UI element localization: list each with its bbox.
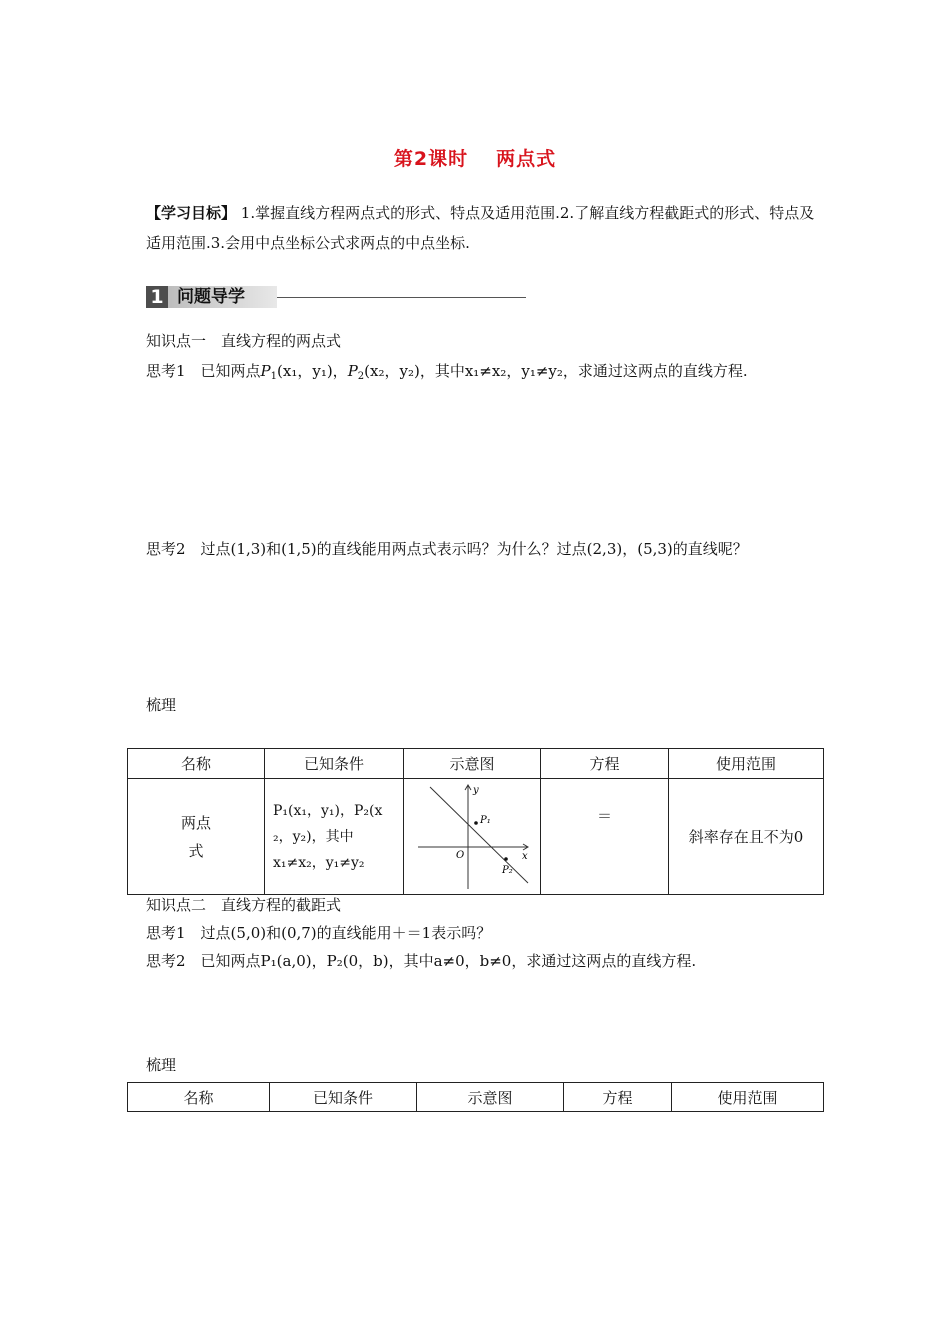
row-equation: ＝ — [541, 779, 669, 895]
kp2-heading: 知识点二 直线方程的截距式 — [146, 896, 342, 914]
table-header-row — [128, 749, 824, 779]
table-header-cell: 名称 — [128, 1083, 270, 1112]
kp1-think1: 思考1 已知两点$P_1(x_1$，y₁)，$P_2(x_2$，y₂)，其中x₁≠x₂，y₁≠y₂，求通过这两点的直线方程. — [146, 362, 748, 382]
table-row — [128, 779, 824, 895]
table-header-cell: 示意图 — [404, 749, 541, 779]
section-rule — [277, 297, 526, 298]
row-name: 两点式 — [128, 779, 265, 895]
table-header-cell: 方程 — [564, 1083, 672, 1112]
point-p2 — [504, 857, 508, 861]
table-header-cell: 方程 — [541, 749, 669, 779]
table-header-cell: 名称 — [128, 749, 265, 779]
line-through-points — [430, 784, 528, 883]
row-range: 斜率存在且不为0 — [669, 779, 824, 895]
two-point-diagram — [412, 783, 532, 891]
kp2-summary: 梳理 — [146, 1056, 177, 1074]
kp1-summary: 梳理 — [146, 696, 177, 714]
kp1-heading: 知识点一 直线方程的两点式 — [146, 332, 342, 350]
kp2-think1: 思考1 过点(5,0)和(0,7)的直线能用＋＝1表示吗？ — [146, 924, 492, 942]
intercept-table — [127, 1082, 824, 1112]
x-label: x — [522, 850, 528, 862]
table-header-cell: 已知条件 — [270, 1083, 417, 1112]
section-number: 1 — [146, 286, 168, 308]
learning-goals — [146, 198, 818, 258]
table-header-cell: 已知条件 — [265, 749, 404, 779]
table-header-row — [128, 1083, 824, 1112]
row-figure — [404, 779, 541, 895]
p1-label: P₁ — [480, 814, 491, 826]
row-condition: P₁(x₁，y₁)，P₂(x ₂，y₂)，其中 x₁≠x₂，y₁≠y₂ — [265, 779, 404, 895]
p2-label: P₂ — [502, 864, 513, 876]
point-p1 — [474, 821, 478, 825]
section-label: 问题导学 — [168, 286, 277, 308]
kp1-think2: 思考2 过点(1,3)和(1,5)的直线能用两点式表示吗？为什么？过点(2,3)，(5,3)的直线呢？ — [146, 540, 748, 558]
two-point-table — [127, 748, 824, 895]
kp2-think2: 思考2 已知两点P₁(a,0)，P₂(0，b)，其中a≠0，b≠0，求通过这两点的直线方程. — [146, 952, 697, 970]
goals-label: 【学习目标】 — [146, 204, 237, 222]
goals-text: 1.掌握直线方程两点式的形式、特点及适用范围.2.了解直线方程截距式的形式、特点及适用范围.3.会用中点坐标公式求两点的中点坐标. — [146, 204, 815, 252]
origin-label: O — [456, 849, 465, 861]
section-header — [146, 286, 526, 308]
page-title: 第2课时 两点式 — [393, 148, 557, 170]
y-label: y — [473, 784, 479, 796]
table-header-cell: 使用范围 — [669, 749, 824, 779]
table-header-cell: 使用范围 — [672, 1083, 824, 1112]
table-header-cell: 示意图 — [417, 1083, 564, 1112]
